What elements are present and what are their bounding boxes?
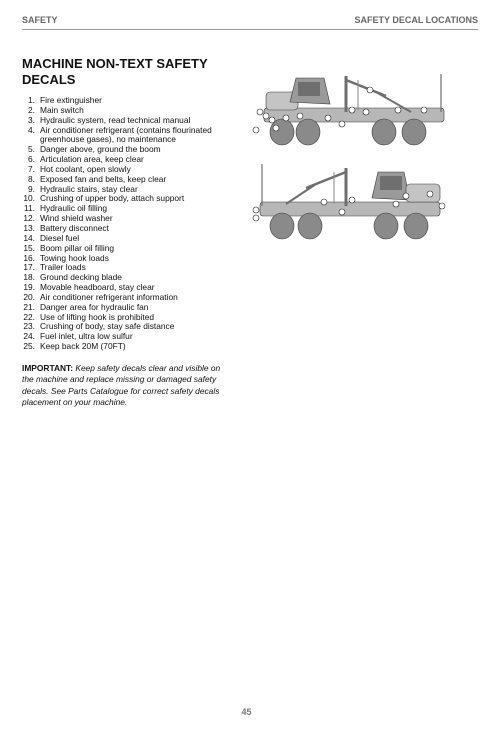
decal-number: 10. <box>23 193 35 204</box>
decal-description: Towing hook loads <box>40 252 109 263</box>
decal-description: Air conditioner refrigerant (contains flourinated greenhouse gases), no maintenance <box>40 124 212 145</box>
decal-number: 19. <box>23 282 35 293</box>
decal-list <box>22 96 242 352</box>
decal-description: Keep back 20M (70FT) <box>40 341 126 352</box>
decal-description: Battery disconnect <box>40 222 109 233</box>
header-topic: SAFETY DECAL LOCATIONS <box>354 15 478 25</box>
decal-description: Hot coolant, open slowly <box>40 163 131 174</box>
decal-list-item <box>22 342 242 352</box>
decal-description: Diesel fuel <box>40 232 80 243</box>
decal-number: 7. <box>28 163 35 174</box>
decal-number: 2. <box>28 104 35 115</box>
decal-description: Hydraulic stairs, stay clear <box>40 183 138 194</box>
decal-description: Exposed fan and belts, keep clear <box>40 173 167 184</box>
decal-description: Main switch <box>40 104 84 115</box>
decal-number: 12. <box>23 213 35 224</box>
decal-description: Use of lifting hook is prohibited <box>40 311 155 322</box>
decal-description: Wind shield washer <box>40 213 113 224</box>
decal-number: 18. <box>23 272 35 283</box>
decal-number: 8. <box>28 173 35 184</box>
decal-description: Fuel inlet, ultra low sulfur <box>40 331 133 342</box>
decal-description: Hydraulic oil filling <box>40 203 108 214</box>
decal-description: Crushing of body, stay safe distance <box>40 321 175 332</box>
decal-number: 16. <box>23 252 35 263</box>
forwarder-side-view-right <box>253 164 445 239</box>
decal-description: Crushing of upper body, attach support <box>40 193 185 204</box>
decal-description: Articulation area, keep clear <box>40 154 144 165</box>
note-label: IMPORTANT: <box>22 363 74 373</box>
decal-number: 20. <box>23 291 35 302</box>
header-section: SAFETY <box>22 15 58 25</box>
decal-list-item <box>22 126 242 146</box>
decal-number: 24. <box>23 331 35 342</box>
decal-number: 5. <box>28 144 35 155</box>
decal-number: 21. <box>23 301 35 312</box>
decal-description: Trailer loads <box>40 262 86 273</box>
decal-description: Movable headboard, stay clear <box>40 282 155 293</box>
decal-description: Danger above, ground the boom <box>40 144 161 155</box>
decal-number: 3. <box>28 114 35 125</box>
decal-description: Boom pillar oil filling <box>40 242 115 253</box>
decal-number: 9. <box>28 183 35 194</box>
decal-description: Air conditioner refrigerant information <box>40 291 178 302</box>
decal-description: Ground decking blade <box>40 272 122 283</box>
decal-number: 15. <box>23 242 35 253</box>
decal-description: Fire extinguisher <box>40 95 102 105</box>
page-number: 45 <box>241 707 252 717</box>
decal-number: 11. <box>23 203 35 214</box>
forwarder-side-view-left <box>253 74 444 145</box>
decal-number: 1. <box>28 95 35 105</box>
decal-number: 25. <box>23 341 35 352</box>
decal-number: 4. <box>28 124 35 135</box>
decal-number: 6. <box>28 154 35 165</box>
decal-description: Danger area for hydraulic fan <box>40 301 149 312</box>
decal-description: Hydraulic system, read technical manual <box>40 114 191 125</box>
important-note <box>22 363 232 408</box>
note-text: Keep safety decals clear and visible on the machine and replace missing or damaged safety decals. See Parts Catalogue for correct safety decals placement on your machine. <box>22 363 221 407</box>
decal-number: 17. <box>23 262 35 273</box>
decal-number: 14. <box>23 232 35 243</box>
decal-number: 22. <box>23 311 35 322</box>
decal-number: 23. <box>23 321 35 332</box>
page-header <box>22 13 478 30</box>
decal-number: 13. <box>23 222 35 233</box>
forwarder-decal-diagram <box>246 72 456 252</box>
page-title: MACHINE NON-TEXT SAFETY DECALS <box>22 56 208 87</box>
